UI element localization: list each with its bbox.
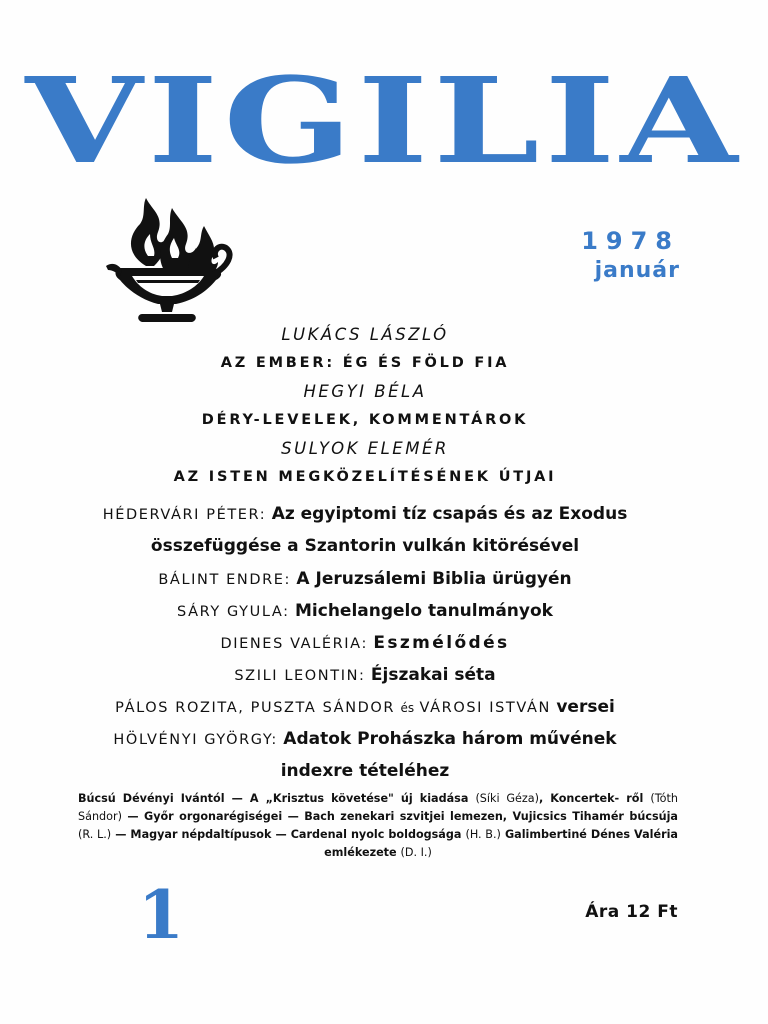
misc-text: Galimbertiné Dénes Valéria emlékezete — [324, 828, 678, 859]
featured-author: LUKÁCS LÁSZLÓ — [281, 325, 449, 344]
entry-title: Éjszakai séta — [370, 665, 496, 685]
entry-title: Michelangelo tanulmányok — [295, 601, 553, 621]
toc-entry-continued — [40, 756, 690, 787]
featured-title: AZ ISTEN MEGKÖZELÍTÉSÉNEK ÚTJAI — [173, 469, 557, 485]
misc-credit: (H. B.) — [465, 828, 501, 841]
issue-date — [581, 226, 680, 286]
entry-title: Az egyiptomi tíz csapás és az Exodus — [271, 504, 628, 524]
entry-author: HÖLVÉNYI GYÖRGY: — [113, 732, 278, 748]
featured-title: DÉRY-LEVELEK, KOMMENTÁROK — [201, 412, 529, 428]
entry-title: A Jeruzsálemi Biblia ürügyén — [296, 569, 572, 589]
entry-title: versei — [556, 697, 615, 717]
entry-title: Adatok Prohászka három művének — [283, 729, 617, 749]
featured-author: HEGYI BÉLA — [303, 382, 427, 401]
entry-author: VÁROSI ISTVÁN — [419, 700, 551, 716]
entry-author: HÉDERVÁRI PÉTER: — [102, 507, 267, 523]
toc-entry — [40, 692, 690, 724]
toc-entry-continued — [40, 531, 690, 562]
miscellany-list — [78, 790, 678, 862]
table-of-contents — [40, 320, 690, 787]
toc-entry — [40, 596, 690, 628]
misc-text: ről — [626, 792, 644, 805]
toc-entry — [40, 564, 690, 596]
misc-credit: (D. I.) — [400, 846, 432, 859]
entry-author: SÁRY GYULA: — [177, 604, 290, 620]
oil-lamp-icon — [106, 196, 234, 330]
misc-credit: (R. L.) — [78, 828, 112, 841]
misc-credit: (Síki Géza) — [475, 792, 539, 805]
issue-number: 1 — [138, 876, 184, 954]
issue-price: Ára 12 Ft — [585, 902, 678, 922]
issue-year: 1978 — [581, 227, 680, 255]
entry-title: indexre tételéhez — [280, 761, 450, 781]
entry-conjunction: és — [400, 701, 415, 715]
entry-author: PÁLOS ROZITA, PUSZTA SÁNDOR — [115, 700, 396, 716]
featured-title: AZ EMBER: ÉG ÉS FÖLD FIA — [220, 355, 510, 371]
toc-entry — [40, 660, 690, 692]
entry-author: SZILI LEONTIN: — [234, 668, 366, 684]
misc-text: Búcsú Dévényi Ivántól — A „Krisztus követése" új kiadása — [78, 792, 469, 805]
entry-title: összefüggése a Szantorin vulkán kitörésével — [150, 536, 580, 556]
toc-entry — [40, 499, 690, 531]
toc-entry — [40, 628, 690, 660]
issue-month: január — [594, 258, 680, 283]
misc-text: — Magyar népdaltípusok — Cardenal nyolc boldogsága — [115, 828, 462, 841]
misc-credit: (Tóth Sándor) — [78, 792, 678, 823]
toc-entry — [40, 724, 690, 756]
misc-text: , Koncertek- — [538, 792, 620, 805]
misc-text: — Győr orgonarégiségei — Bach zenekari szvitjei lemezen, Vujicsics Tihamér búcsúja — [127, 810, 678, 823]
entry-author: DIENES VALÉRIA: — [220, 636, 368, 652]
entry-title: Eszmélődés — [373, 633, 510, 653]
masthead-title: VIGILIA — [25, 51, 743, 190]
featured-author: SULYOK ELEMÉR — [281, 439, 449, 458]
entry-author: BÁLINT ENDRE: — [158, 572, 292, 588]
